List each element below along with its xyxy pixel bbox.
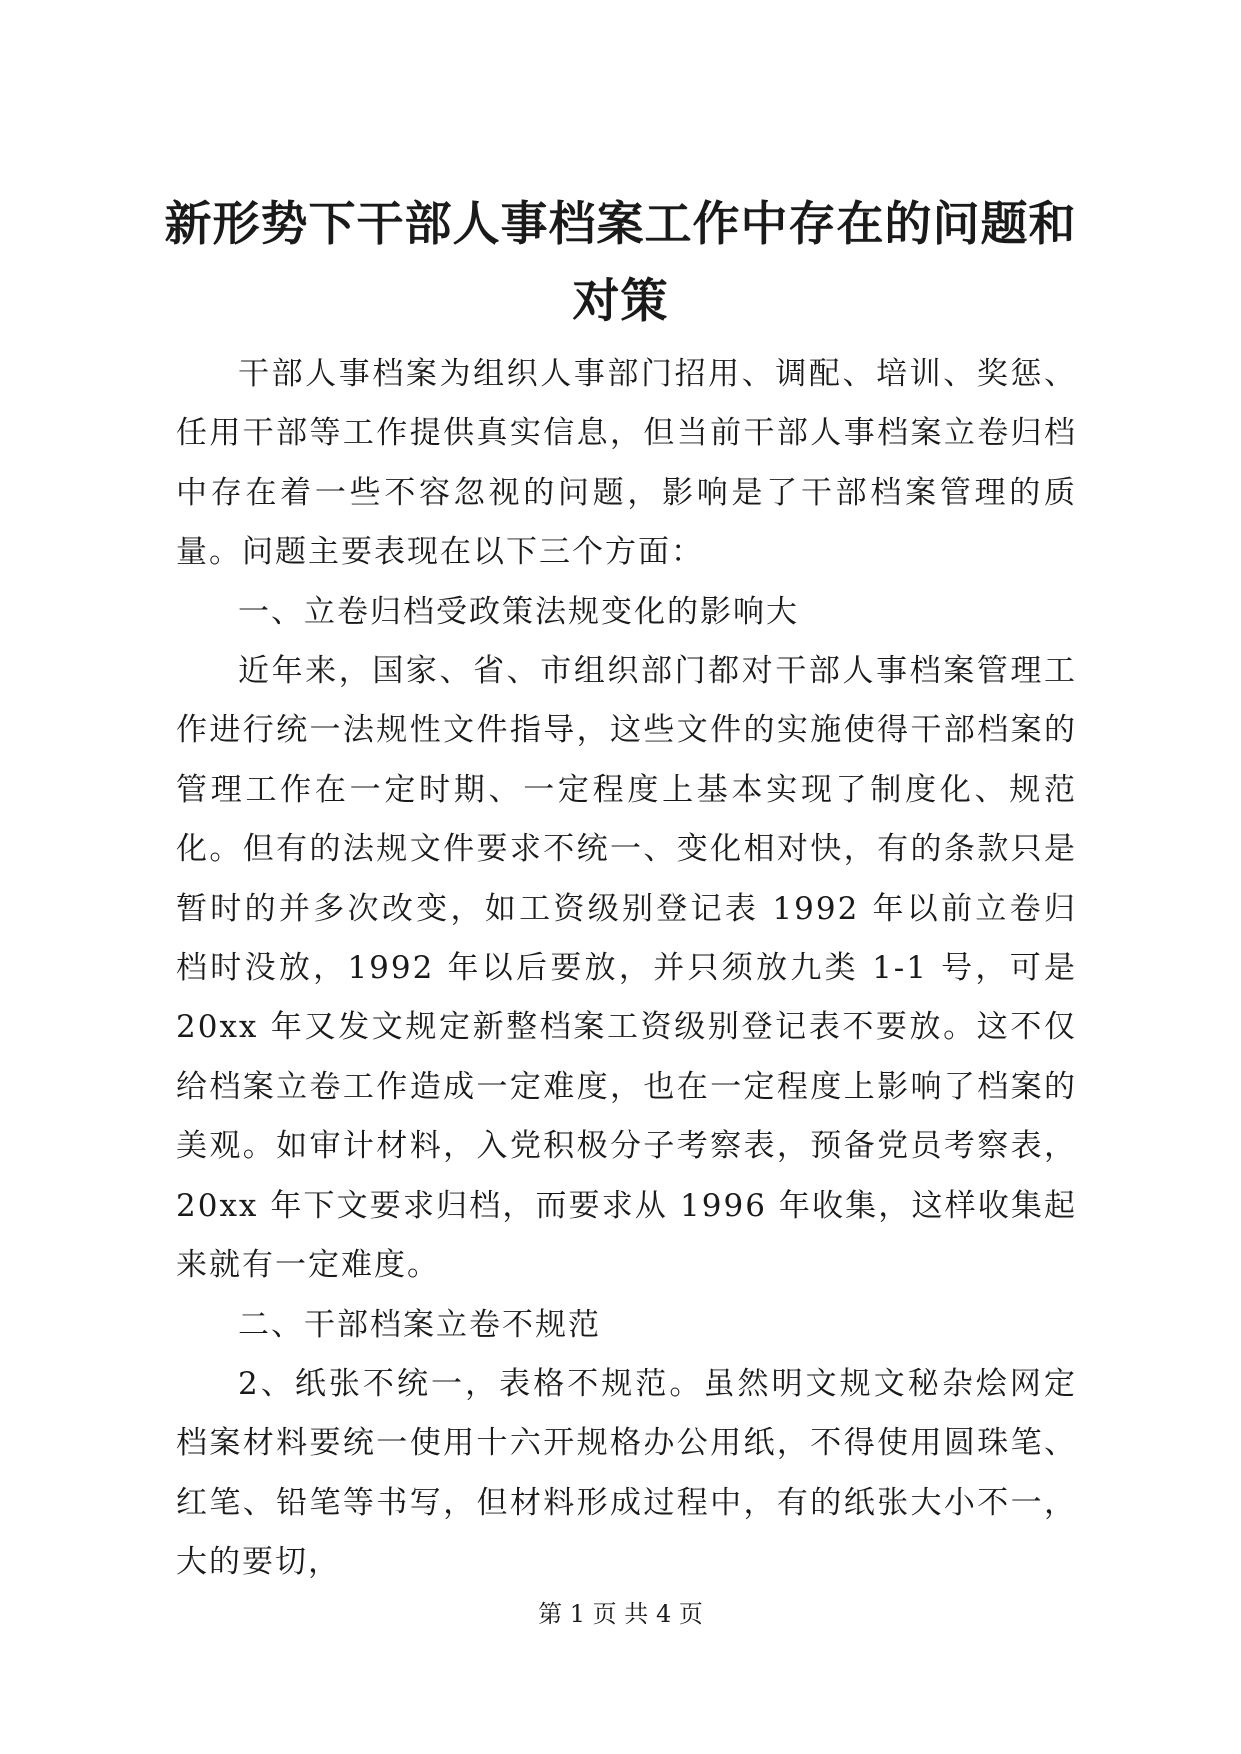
page-number-footer: 第 1 页 共 4 页 <box>538 1600 703 1628</box>
section-heading-1: 一、立卷归档受政策法规变化的影响大 <box>238 593 799 630</box>
paragraph-intro: 干部人事档案为组织人事部门招用、调配、培训、奖惩、任用干部等工作提供真实信息，但当前干部人事档案立卷归档中存在着一些不容忽视的问题，影响是了干部档案管理的质量。问题主要表现在以下三个方面： <box>176 356 1077 571</box>
section-heading-2: 二、干部档案立卷不规范 <box>238 1306 601 1343</box>
document-title: 新形势下干部人事档案工作中存在的问题和对策 <box>164 197 1077 329</box>
paragraph-section-2: 2、纸张不统一，表格不规范。虽然明文规文秘杂烩网定档案材料要统一使用十六开规格办公用纸，不得使用圆珠笔、红笔、铅笔等书写，但材料形成过程中，有的纸张大小不一，大的要切， <box>176 1365 1077 1581</box>
paragraph-section-1: 近年来，国家、省、市组织部门都对干部人事档案管理工作进行统一法规性文件指导，这些文件的实施使得干部档案的管理工作在一定时期、一定程度上基本实现了制度化、规范化。但有的法规文件要求不统一、变化相对快，有的条款只是暂时的并多次改变，如工资级别登记表 1992 年以前立卷归档时没放，1992 年以后要放，并只须放九类 1-1 号，可是 20xx 年又发文规定新整档案工资级别登记表不要放。这不仅给档案立卷工作造成一定难度，也在一定程度上影响了档案的美观。如审计材料，入党积极分子考察表，预备党员考察表，20xx 年下文要求归档，而要求从 1996 年收集，这样收集起来就有一定难度。 <box>176 653 1077 1284</box>
document-body <box>176 345 1077 1593</box>
